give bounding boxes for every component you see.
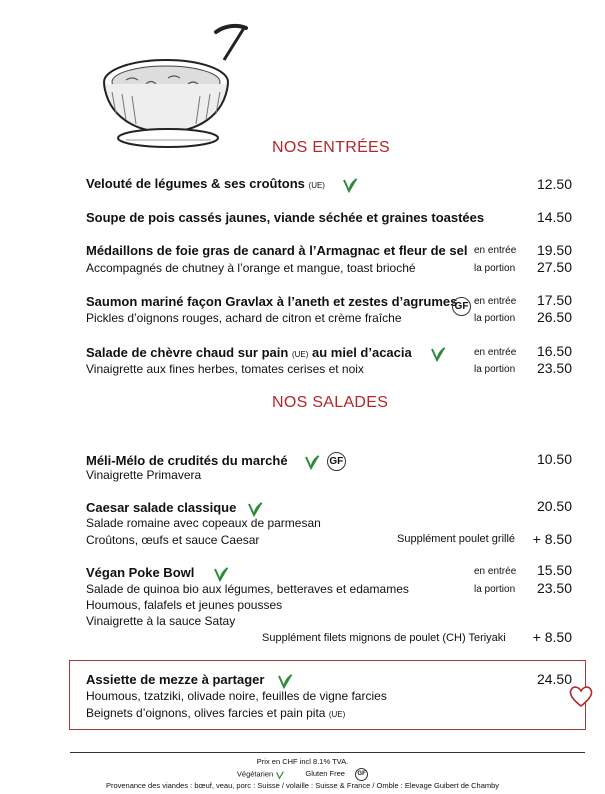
vegetarian-leaf-icon: [246, 501, 264, 517]
dish-name: Végan Poke Bowl: [86, 565, 230, 582]
dish-name: Assiette de mezze à partager: [86, 672, 294, 689]
footer-legend: Végétarien Gluten Free GF: [0, 768, 605, 781]
dish-description: Salade de quinoa bio aux légumes, betteraves et edamames: [86, 582, 409, 596]
supplement-price: + 8.50: [532, 531, 572, 547]
dish-name: Velouté de légumes & ses croûtons (UE): [86, 176, 359, 193]
dish-description: Vinaigrette à la sauce Satay: [86, 614, 236, 628]
dish-price: 15.50: [536, 562, 572, 578]
dish-name: Soupe de pois cassés jaunes, viande séchée et graines toastées: [86, 210, 485, 225]
dish-description: Houmous, falafels et jeunes pousses: [86, 598, 283, 612]
vegetarian-leaf-icon: [275, 770, 285, 780]
dish-price: 24.50: [536, 671, 572, 687]
dish-description: Croûtons, œufs et sauce Caesar: [86, 533, 260, 547]
dish-description: Beignets d’oignons, olives farcies et pain pita (UE): [86, 706, 346, 720]
dish-description: Houmous, tzatziki, olivade noire, feuilles de vigne farcies: [86, 689, 387, 703]
dish-name: Méli-Mélo de crudités du marché GF: [86, 452, 346, 471]
vegetarian-leaf-icon: [429, 346, 447, 362]
dish-price: 26.50: [536, 309, 572, 325]
section-title-entrees: NOS ENTRÉES: [272, 139, 390, 156]
footer-provenance: Provenance des viandes : bœuf, veau, porc : Suisse / volaille : Suisse & France / Omble : Elevage Guibert de Chamby: [105, 781, 500, 790]
heart-icon: [568, 683, 594, 709]
supplement-label: Supplément filets mignons de poulet (CH) Teriyaki: [262, 632, 506, 644]
portion-label: en entrée: [474, 296, 517, 307]
portion-label: en entrée: [474, 347, 517, 358]
gluten-free-icon: GF: [355, 768, 368, 781]
vegetarian-leaf-icon: [341, 177, 359, 193]
supplement-label: Supplément poulet grillé: [397, 533, 516, 545]
dish-price: 17.50: [536, 292, 572, 308]
dish-price: 16.50: [536, 343, 572, 359]
dish-name: Caesar salade classique: [86, 500, 264, 517]
footer-price-note: Prix en CHF incl 8.1% TVA.: [256, 757, 349, 766]
footer-divider: [70, 752, 585, 753]
portion-label: la portion: [474, 263, 516, 274]
dish-description: Accompagnés de chutney à l’orange et mangue, toast brioché: [86, 261, 416, 275]
soup-bowl-illustration: [96, 22, 254, 152]
dish-price: 27.50: [536, 259, 572, 275]
gluten-free-icon: GF: [327, 452, 346, 471]
dish-description: Salade romaine avec copeaux de parmesan: [86, 516, 321, 530]
portion-label: la portion: [474, 584, 516, 595]
portion-label: en entrée: [474, 566, 517, 577]
dish-name: Saumon mariné façon Gravlax à l’aneth et zestes d’agrumes: [86, 294, 458, 309]
dish-name: Médaillons de foie gras de canard à l’Armagnac et fleur de sel: [86, 243, 468, 258]
dish-price: 12.50: [536, 176, 572, 192]
vegetarian-leaf-icon: [212, 566, 230, 582]
dish-name: Salade de chèvre chaud sur pain (UE) au miel d’acacia: [86, 345, 447, 362]
vegetarian-leaf-icon: [303, 454, 321, 470]
dish-description: Pickles d’oignons rouges, achard de citron et crème fraîche: [86, 311, 402, 325]
dish-description: Vinaigrette aux fines herbes, tomates cerises et noix: [86, 362, 364, 376]
dish-price: 23.50: [536, 360, 572, 376]
dish-price: 19.50: [536, 242, 572, 258]
gluten-free-icon: GF: [452, 297, 471, 316]
supplement-price: + 8.50: [532, 629, 572, 645]
portion-label: en entrée: [474, 245, 517, 256]
portion-label: la portion: [474, 313, 516, 324]
dish-price: 14.50: [536, 209, 572, 225]
section-title-salades: NOS SALADES: [272, 394, 389, 411]
dish-price: 20.50: [536, 498, 572, 514]
dish-price: 10.50: [536, 451, 572, 467]
vegetarian-leaf-icon: [276, 673, 294, 689]
dish-price: 23.50: [536, 580, 572, 596]
portion-label: la portion: [474, 364, 516, 375]
dish-description: Vinaigrette Primavera: [86, 468, 202, 482]
